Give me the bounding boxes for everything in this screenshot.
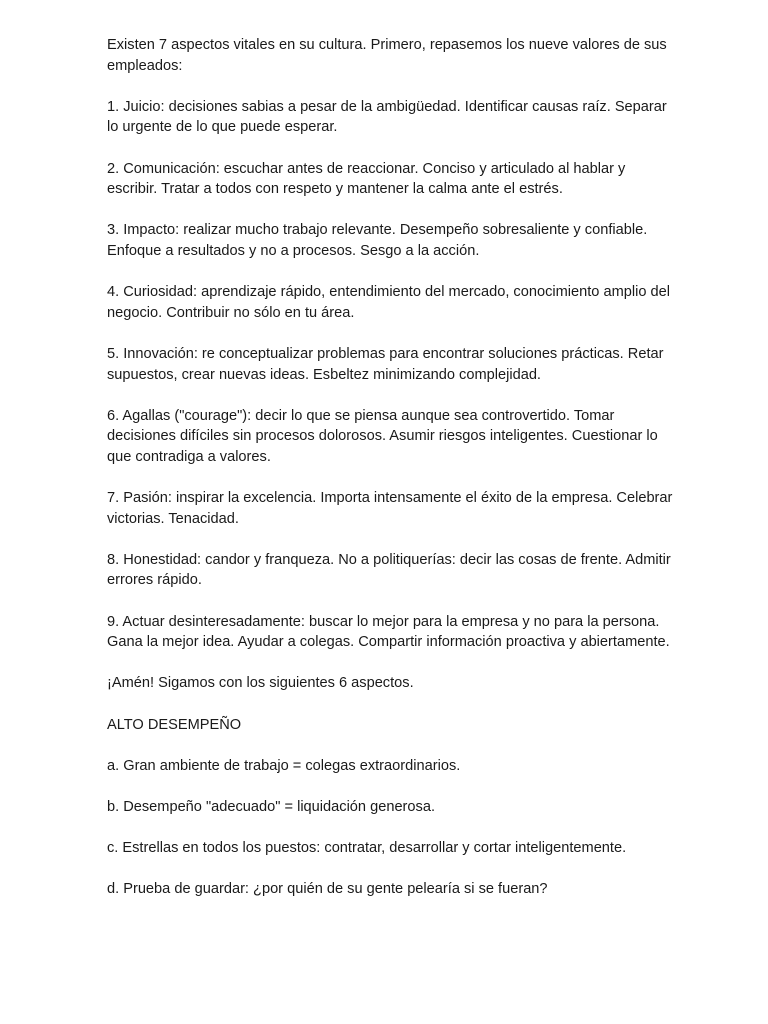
transition-paragraph: ¡Amén! Sigamos con los siguientes 6 aspectos.	[107, 675, 414, 692]
document-body	[107, 35, 677, 921]
value-item-9: 9. Actuar desinteresadamente: buscar lo mejor para la empresa y no para la persona. Gana la mejor idea. Ayudar a colegas. Compartir información proactiva y abiertamente.	[107, 613, 670, 651]
value-item-1: 1. Juicio: decisiones sabias a pesar de la ambigüedad. Identificar causas raíz. Separar lo urgente de lo que puede esperar.	[107, 98, 667, 136]
value-item-2: 2. Comunicación: escuchar antes de reaccionar. Conciso y articulado al hablar y escribir. Tratar a todos con respeto y mantener la calma ante el estrés.	[107, 160, 626, 198]
section-item-b: b. Desempeño "adecuado" = liquidación generosa.	[107, 798, 436, 815]
section-item-c: c. Estrellas en todos los puestos: contratar, desarrollar y cortar inteligentemente.	[107, 840, 627, 857]
value-item-4: 4. Curiosidad: aprendizaje rápido, entendimiento del mercado, conocimiento amplio del negocio. Contribuir no sólo en tu área.	[107, 284, 670, 321]
section-heading: ALTO DESEMPEÑO	[107, 716, 242, 733]
section-item-a: a. Gran ambiente de trabajo = colegas extraordinarios.	[107, 757, 461, 774]
value-item-8: 8. Honestidad: candor y franqueza. No a politiquerías: decir las cosas de frente. Admitir errores rápido.	[107, 551, 671, 589]
value-item-7: 7. Pasión: inspirar la excelencia. Importa intensamente el éxito de la empresa. Celebrar victorias. Tenacidad.	[107, 490, 673, 527]
value-item-6: 6. Agallas ("courage"): decir lo que se piensa aunque sea controvertido. Tomar decisiones difíciles sin procesos dolorosos. Asumir riesgos inteligentes. Cuestionar lo que contradiga a valores.	[107, 407, 658, 465]
value-item-5: 5. Innovación: re conceptualizar problemas para encontrar soluciones prácticas. Retar supuestos, crear nuevas ideas. Esbeltez minimizando complejidad.	[107, 345, 664, 383]
section-item-d: d. Prueba de guardar: ¿por quién de su gente pelearía si se fueran?	[107, 881, 548, 898]
value-item-3: 3. Impacto: realizar mucho trabajo relevante. Desempeño sobresaliente y confiable. Enfoque a resultados y no a procesos. Sesgo a la acción.	[107, 222, 648, 259]
intro-paragraph: Existen 7 aspectos vitales en su cultura. Primero, repasemos los nueve valores de sus empleados:	[107, 37, 667, 74]
